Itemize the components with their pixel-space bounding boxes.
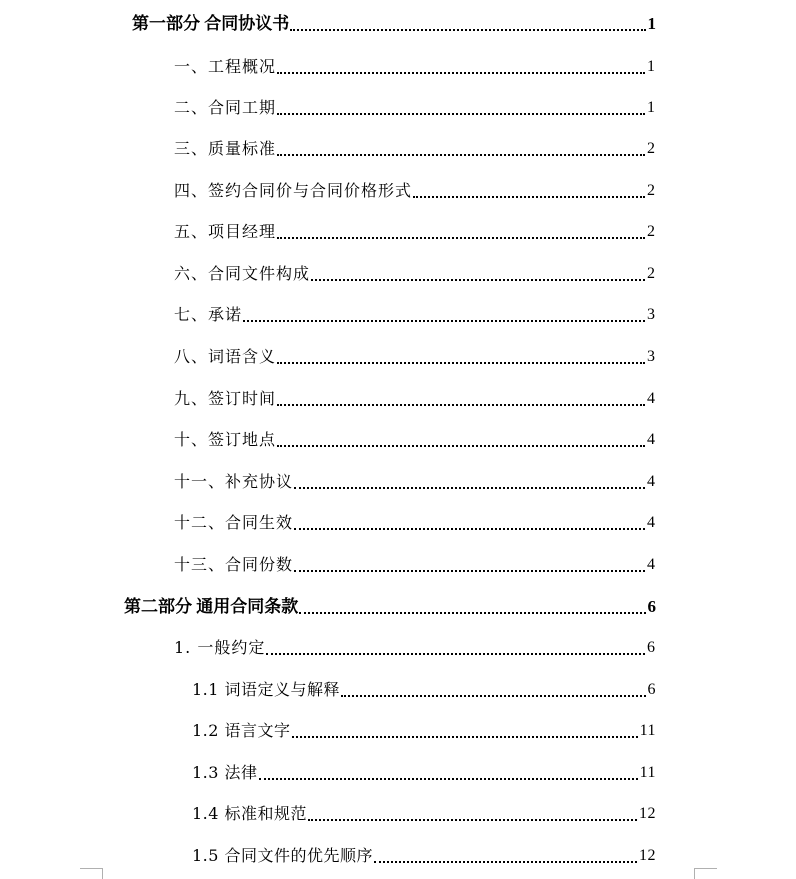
toc-dot-leader [277, 222, 645, 242]
toc-entry-title: 一、工程概况 [174, 57, 277, 76]
toc-dot-leader [290, 14, 645, 34]
toc-entry-part-2[interactable] [124, 593, 656, 617]
toc-page-number: 11 [639, 722, 656, 739]
toc-entry-title: 十二、合同生效 [174, 513, 294, 532]
toc-entry[interactable] [174, 509, 656, 533]
toc-entry-title: 1.3 法律 [192, 763, 258, 782]
toc-page-number: 3 [647, 348, 656, 365]
toc-dot-leader [292, 721, 638, 741]
page-corner-mark-right [694, 868, 717, 879]
toc-dot-leader [259, 763, 638, 783]
toc-page-number: 11 [639, 764, 656, 781]
toc-page-number: 1 [647, 14, 656, 33]
toc-page-number: 6 [647, 639, 656, 656]
toc-dot-leader [266, 638, 645, 658]
toc-entry-title: 六、合同文件构成 [174, 264, 311, 283]
toc-entry[interactable] [174, 260, 656, 284]
toc-page-number: 4 [647, 431, 656, 448]
toc-page-number: 1 [647, 99, 656, 116]
toc-dot-leader [374, 846, 637, 866]
toc-entry[interactable] [174, 53, 656, 77]
toc-entry-title: 四、签约合同价与合同价格形式 [174, 181, 413, 200]
toc-page-number: 6 [647, 681, 656, 698]
toc-page-number: 6 [647, 597, 656, 616]
toc-dot-leader [277, 430, 645, 450]
toc-dot-leader [311, 264, 645, 284]
toc-page-number: 2 [647, 182, 656, 199]
toc-entry-title: 1.2 语言文字 [192, 721, 291, 740]
toc-entry[interactable] [192, 676, 656, 700]
toc-dot-leader [277, 347, 645, 367]
toc-dot-leader [294, 513, 645, 533]
toc-entry[interactable] [174, 218, 656, 242]
toc-entry-title: 1.5 合同文件的优先顺序 [192, 846, 374, 865]
toc-entry-title: 九、签订时间 [174, 389, 277, 408]
toc-dot-leader [277, 389, 645, 409]
toc-page-number: 2 [647, 265, 656, 282]
toc-page-number: 4 [647, 473, 656, 490]
toc-entry-title: 五、项目经理 [174, 222, 277, 241]
toc-dot-leader [277, 57, 645, 77]
toc-entry[interactable] [174, 634, 656, 658]
toc-page-number: 2 [647, 223, 656, 240]
toc-entry-title: 十一、补充协议 [174, 472, 294, 491]
toc-page-number: 4 [647, 514, 656, 531]
toc-entry[interactable] [174, 135, 656, 159]
toc-entry-title: 十、签订地点 [174, 430, 277, 449]
toc-dot-leader [294, 472, 645, 492]
toc-entry[interactable] [174, 426, 656, 450]
toc-dot-leader [299, 597, 645, 617]
toc-dot-leader [277, 139, 645, 159]
toc-dot-leader [413, 181, 645, 201]
toc-page-number: 1 [647, 58, 656, 75]
toc-entry[interactable] [174, 94, 656, 118]
toc-entry[interactable] [174, 468, 656, 492]
toc-entry-title: 第二部分 通用合同条款 [124, 597, 299, 616]
toc-entry[interactable] [174, 343, 656, 367]
toc-entry[interactable] [174, 551, 656, 575]
toc-page-number: 4 [647, 556, 656, 573]
toc-entry-title: 二、合同工期 [174, 98, 277, 117]
toc-entry-title: 三、质量标准 [174, 139, 277, 158]
toc-entry[interactable] [174, 385, 656, 409]
toc-entry-title: 第一部分 合同协议书 [132, 14, 290, 33]
toc-entry-title: 1. 一般约定 [174, 638, 266, 657]
toc-entry-part-1[interactable] [132, 10, 656, 34]
toc-entry[interactable] [192, 842, 656, 866]
toc-dot-leader [277, 98, 645, 118]
toc-page-number: 4 [647, 390, 656, 407]
toc-entry[interactable] [174, 177, 656, 201]
toc-entry[interactable] [192, 759, 656, 783]
toc-dot-leader [341, 680, 645, 700]
toc-page-number: 12 [639, 805, 656, 822]
toc-page-number: 2 [647, 140, 656, 157]
toc-entry[interactable] [174, 301, 656, 325]
toc-dot-leader [294, 555, 645, 575]
toc-dot-leader [243, 305, 645, 325]
toc-entry-title: 七、承诺 [174, 305, 243, 324]
toc-entry-title: 八、词语含义 [174, 347, 277, 366]
toc-page-number: 3 [647, 306, 656, 323]
toc-page-number: 12 [639, 847, 656, 864]
toc-entry[interactable] [192, 717, 656, 741]
toc-entry[interactable] [192, 800, 656, 824]
toc-entry-title: 十三、合同份数 [174, 555, 294, 574]
toc-dot-leader [308, 804, 637, 824]
page-corner-mark-left [80, 868, 103, 879]
toc-entry-title: 1.1 词语定义与解释 [192, 680, 341, 699]
toc-entry-title: 1.4 标准和规范 [192, 804, 308, 823]
